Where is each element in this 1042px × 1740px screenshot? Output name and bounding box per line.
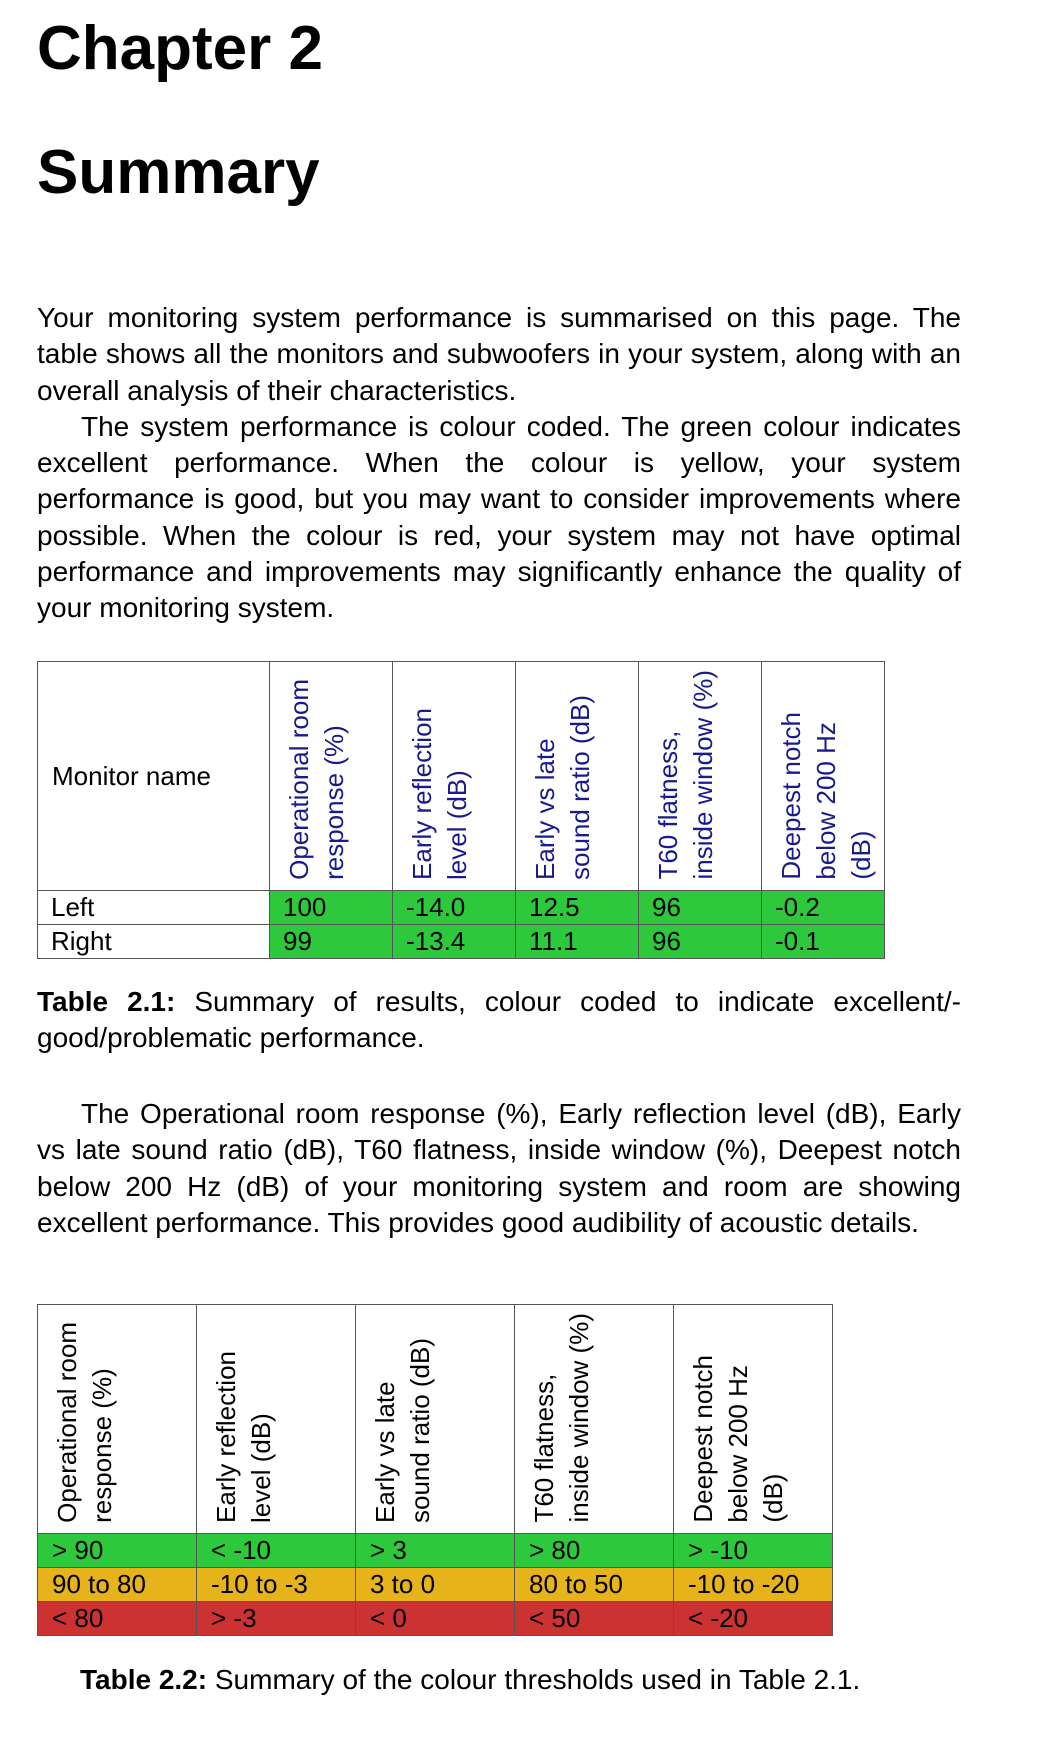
chapter-label: Chapter 2: [37, 14, 323, 83]
column-header-label: Deepest notch below 200 Hz (dB): [688, 1355, 788, 1523]
threshold-cell: > -10: [674, 1534, 833, 1568]
threshold-cell: < 0: [356, 1602, 515, 1636]
threshold-cell: 3 to 0: [356, 1568, 515, 1602]
result-cell: 96: [639, 891, 762, 925]
monitor-name-cell: Left: [38, 891, 270, 925]
column-header-label: Deepest notch below 200 Hz (dB): [776, 712, 876, 880]
threshold-cell: 80 to 50: [515, 1568, 674, 1602]
column-header: [38, 1305, 197, 1534]
analysis-paragraph: The Operational room response (%), Early reflection level (dB), Early vs late sound ratio (dB), T60 flatness, inside window (%), Deepest notch below 200 Hz (dB) of your monitoring system and room are showing excellent performance. This provides good audibility of acoustic details.: [37, 1098, 961, 1238]
thresholds-header-row: [38, 1305, 833, 1534]
table2-caption: [80, 1662, 860, 1698]
results-header-row: [38, 662, 885, 891]
column-header: [356, 1305, 515, 1534]
table1-caption-text: Summary of results, colour coded to indicate excellent/-good/problematic performance.: [37, 986, 961, 1054]
monitor-name-cell: Right: [38, 925, 270, 959]
table-row: [38, 925, 885, 959]
column-header: [515, 1305, 674, 1534]
column-header-label: Early reflection level (dB): [211, 1351, 276, 1523]
column-header: [197, 1305, 356, 1534]
result-cell: -0.2: [762, 891, 885, 925]
table-row: [38, 891, 885, 925]
thresholds-table: [37, 1304, 833, 1636]
result-cell: -14.0: [393, 891, 516, 925]
column-header: [762, 662, 885, 891]
monitor-name-header: Monitor name: [38, 662, 270, 891]
column-header-label: Operational room response (%): [284, 679, 349, 880]
column-header: [270, 662, 393, 891]
table1-caption: [37, 984, 961, 1057]
threshold-cell: < -10: [197, 1534, 356, 1568]
column-header-label: Early vs late sound ratio (dB): [370, 1338, 435, 1523]
column-header: [393, 662, 516, 891]
result-cell: 96: [639, 925, 762, 959]
table-row: [38, 1602, 833, 1636]
table-row: [38, 1534, 833, 1568]
result-cell: 11.1: [516, 925, 639, 959]
table2-caption-label: Table 2.2:: [80, 1664, 208, 1695]
table-row: [38, 1568, 833, 1602]
result-cell: 100: [270, 891, 393, 925]
column-header: [674, 1305, 833, 1534]
result-cell: 12.5: [516, 891, 639, 925]
intro-text: [37, 300, 961, 627]
column-header-label: Operational room response (%): [52, 1322, 117, 1523]
result-cell: 99: [270, 925, 393, 959]
column-header-label: Early vs late sound ratio (dB): [530, 695, 595, 880]
result-cell: -13.4: [393, 925, 516, 959]
threshold-cell: > -3: [197, 1602, 356, 1636]
column-header: [639, 662, 762, 891]
column-header-label: T60 flatness, inside window (%): [529, 1313, 594, 1523]
intro-paragraph-2: The system performance is colour coded. The green colour indicates excellent performance. When the colour is yellow, your system performance is good, but you may want to consider improvements where possible. When the colour is red, your system may not have optimal performance and improvements may significantly enhance the quality of your monitoring system.: [37, 410, 961, 624]
threshold-cell: < 80: [38, 1602, 197, 1636]
column-header-label: T60 flatness, inside window (%): [653, 670, 718, 880]
threshold-cell: -10 to -20: [674, 1568, 833, 1602]
column-header: [516, 662, 639, 891]
results-table: [37, 661, 885, 959]
intro-paragraph-1: Your monitoring system performance is summarised on this page. The table shows all the monitors and subwoofers in your system, along with an overall analysis of their characteristics.: [37, 302, 961, 406]
threshold-cell: 90 to 80: [38, 1568, 197, 1602]
threshold-cell: < -20: [674, 1602, 833, 1636]
column-header-label: Early reflection level (dB): [407, 708, 472, 880]
result-cell: -0.1: [762, 925, 885, 959]
threshold-cell: > 90: [38, 1534, 197, 1568]
table1-caption-label: Table 2.1:: [37, 986, 176, 1017]
threshold-cell: -10 to -3: [197, 1568, 356, 1602]
threshold-cell: > 3: [356, 1534, 515, 1568]
threshold-cell: < 50: [515, 1602, 674, 1636]
threshold-cell: > 80: [515, 1534, 674, 1568]
page-title: Summary: [37, 138, 320, 207]
table2-caption-text: Summary of the colour thresholds used in Table 2.1.: [207, 1664, 861, 1695]
